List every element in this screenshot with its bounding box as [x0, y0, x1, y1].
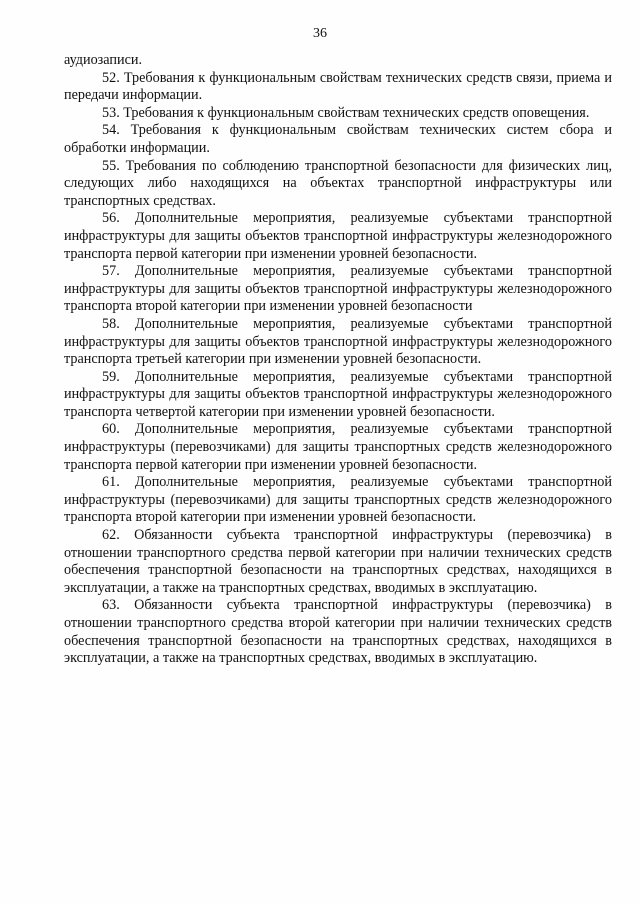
paragraph-item-63: 63. Обязанности субъекта транспортной инфраструктуры (перевозчика) в отношении транспортного средства второй категории при наличии технических средств обеспечения транспортной безопасности на транспортных средствах, находящихся в эксплуатации, а также на транспортных средствах, вводимых в эксплуатацию. [64, 597, 612, 667]
paragraph-item-62: 62. Обязанности субъекта транспортной инфраструктуры (перевозчика) в отношении транспортного средства первой категории при наличии технических средств обеспечения транспортной безопасности на транспортных средствах, находящихся в эксплуатации, а также на транспортных средствах, вводимых в эксплуатацию. [64, 527, 612, 596]
paragraph-item-58: 58. Дополнительные мероприятия, реализуемые субъектами транспортной инфраструктуры для защиты объектов транспортной инфраструктуры железнодорожного транспорта третьей категории при изменении уровней безопасности. [64, 315, 612, 368]
paragraph-item-57: 57. Дополнительные мероприятия, реализуемые субъектами транспортной инфраструктуры для защиты объектов транспортной инфраструктуры железнодорожного транспорта второй категории при изменении уровней безопасности [64, 263, 612, 315]
paragraph-item-52: 52. Требования к функциональным свойствам технических средств связи, приема и передачи информации. [64, 69, 612, 104]
paragraph-item-55: 55. Требования по соблюдению транспортной безопасности для физических лиц, следующих либо находящихся на объектах транспортной инфраструктуры или транспортных средствах. [64, 157, 612, 209]
paragraph-continuation: аудиозаписи. [64, 52, 143, 68]
paragraph-item-61: 61. Дополнительные мероприятия, реализуемые субъектами транспортной инфраструктуры (перевозчиками) для защиты транспортных средств железнодорожного транспорта второй категории при изменении уровней безопасности. [64, 474, 612, 526]
paragraph-item-56: 56. Дополнительные мероприятия, реализуемые субъектами транспортной инфраструктуры для защиты объектов транспортной инфраструктуры железнодорожного транспорта первой категории при изменении уровней безопасности. [64, 210, 612, 262]
paragraph-item-54: 54. Требования к функциональным свойствам технических систем сбора и обработки информации. [64, 122, 612, 156]
page-number: 36 [313, 26, 327, 41]
document-body [64, 52, 612, 668]
paragraph-item-60: 60. Дополнительные мероприятия, реализуемые субъектами транспортной инфраструктуры (перевозчиками) для защиты транспортных средств железнодорожного транспорта первой категории при изменении уровней безопасности. [64, 421, 612, 473]
paragraph-item-53: 53. Требования к функциональным свойствам технических средств оповещения. [102, 104, 590, 121]
paragraph-item-59: 59. Дополнительные мероприятия, реализуемые субъектами транспортной инфраструктуры для защиты объектов транспортной инфраструктуры железнодорожного транспорта четвертой категории при изменении уровней безопасности. [64, 368, 612, 420]
